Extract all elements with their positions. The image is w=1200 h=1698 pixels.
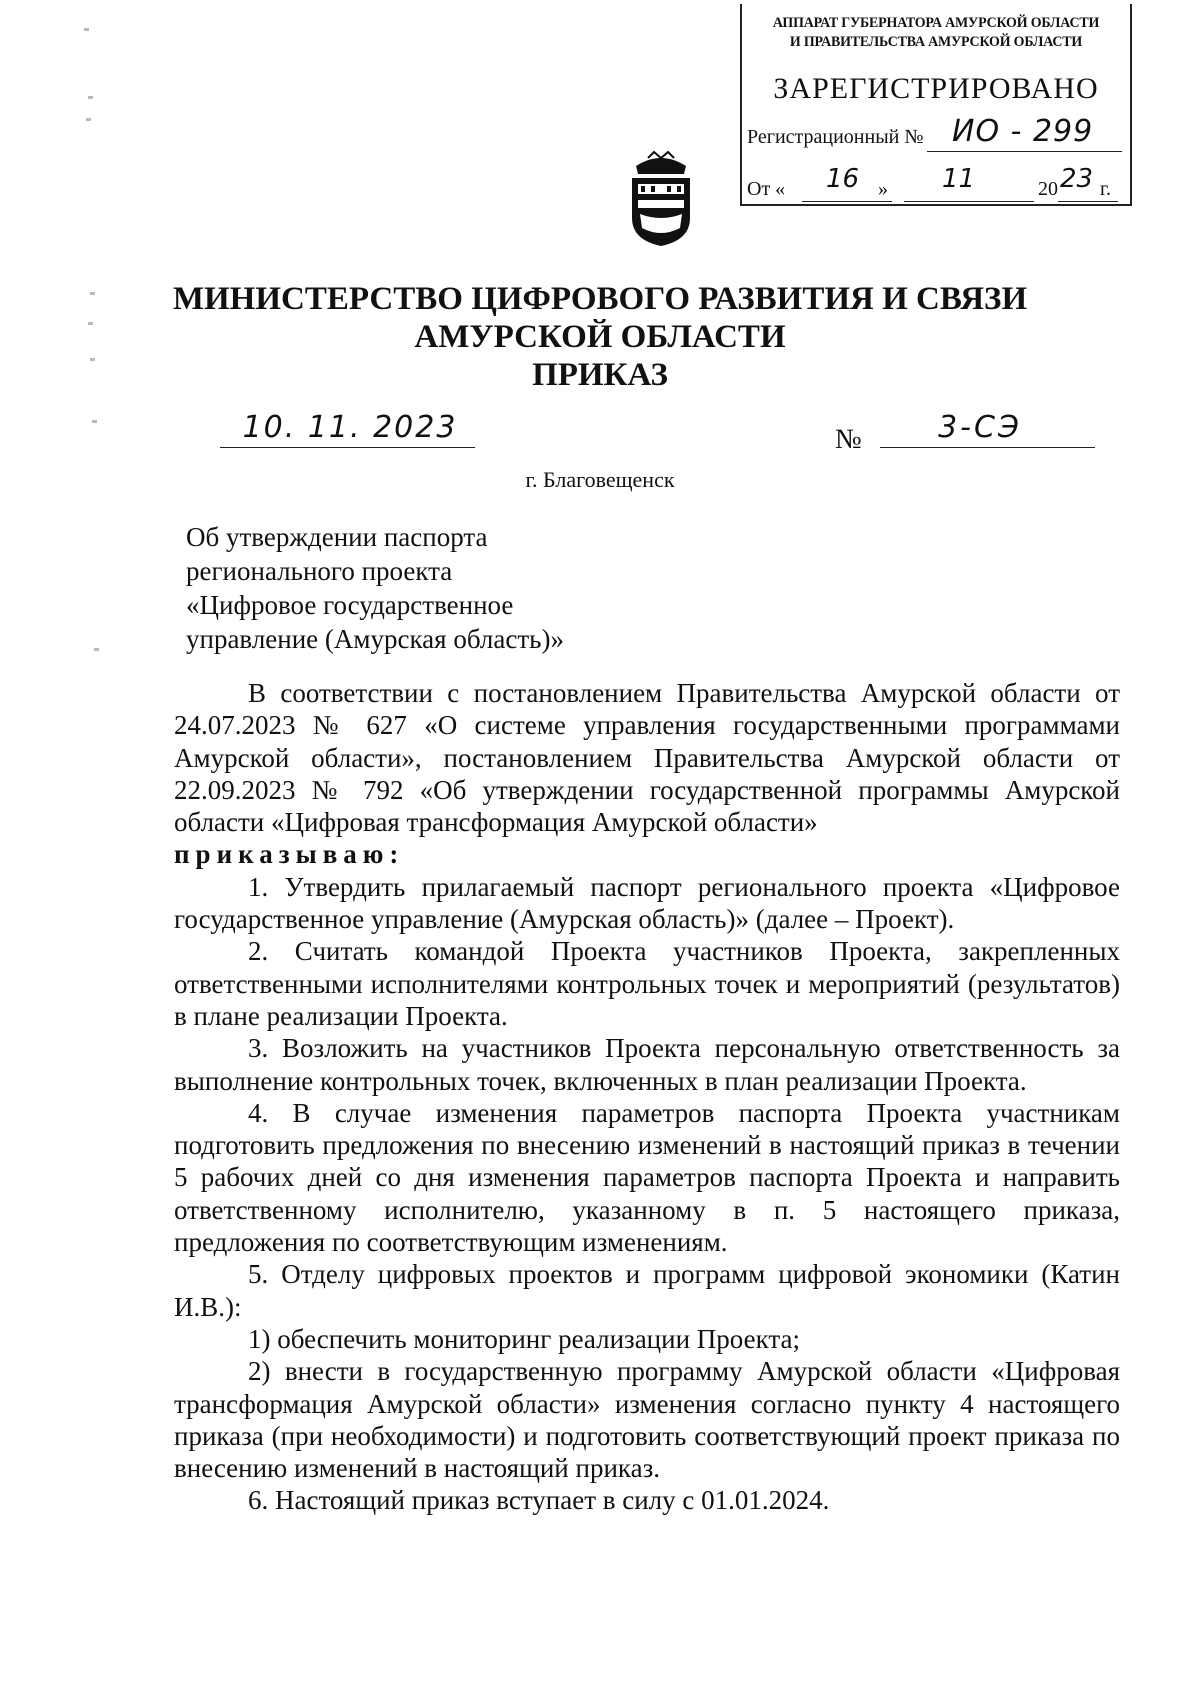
order-number-sign: №	[835, 424, 862, 455]
stamp-day-underline	[802, 201, 892, 202]
stamp-date-prefix: От «	[747, 178, 786, 200]
stamp-year-prefix: 20	[1038, 178, 1058, 200]
registration-stamp	[740, 4, 1132, 206]
order-date: 10. 11. 2023	[242, 410, 458, 445]
stamp-title: ЗАРЕГИСТРИРОВАНО	[773, 72, 1099, 105]
item-6: 6. Настоящий приказ вступает в силу с 01.01.2024.	[248, 1485, 830, 1516]
stamp-quote-close: »	[878, 178, 888, 200]
order-body	[174, 677, 1120, 1517]
item-1: 1. Утвердить прилагаемый паспорт регионального проекта «Цифровое государственное управление (Амурская область)» (далее – Проект).	[174, 871, 1120, 935]
item-5-sub-1: 1) обеспечить мониторинг реализации Проекта;	[248, 1323, 800, 1354]
stamp-year-suffix: 23	[1060, 164, 1094, 194]
order-date-underline	[220, 447, 475, 448]
subject-line: «Цифровое государственное	[186, 590, 514, 620]
subject-line: регионального проекта	[186, 556, 453, 586]
order-subject	[186, 520, 706, 656]
stamp-month: 11	[942, 164, 976, 194]
ministry-name-line2: АМУРСКОЙ ОБЛАСТИ	[414, 319, 786, 355]
decree-word: приказываю:	[174, 839, 405, 870]
scan-speck	[88, 96, 93, 99]
city: г. Благовещенск	[525, 467, 675, 492]
stamp-year-unit: г.	[1100, 178, 1111, 200]
preamble-paragraph: В соответствии с постановлением Правительства Амурской области от 24.07.2023 № 627 «О системе управления государственными программами Амурской области», постановлением Правительства Амурской области от 22.09.2023 № 792 «Об утверждении государственной программы Амурской области «Цифровая трансформация Амурской области»	[174, 678, 1120, 838]
item-3: 3. Возложить на участников Проекта персональную ответственность за выполнение контрольных точек, включенных в план реализации Проекта.	[174, 1033, 1120, 1096]
coat-of-arms-icon	[626, 148, 696, 248]
item-2: 2. Считать командой Проекта участников Проекта, закрепленных ответственными исполнителями контрольных точек и мероприятий (результатов) в плане реализации Проекта.	[174, 936, 1120, 1031]
item-4: 4. В случае изменения параметров паспорта Проекта участникам подготовить предложения по внесению изменений в настоящий приказ в течении 5 рабочих дней со дня изменения параметров паспорта Проекта и направить ответственному исполнителю, указанному в п. 5 настоящего приказа, предложения по соответствующим изменениям.	[174, 1097, 1120, 1258]
stamp-reg-label: Регистрационный №	[747, 126, 924, 148]
ministry-name-line1: МИНИСТЕРСТВО ЦИФРОВОГО РАЗВИТИЯ И СВЯЗИ	[172, 281, 1028, 317]
scan-speck	[94, 648, 99, 651]
stamp-day: 16	[826, 164, 860, 194]
stamp-month-underline	[904, 201, 1034, 202]
scan-speck	[86, 118, 91, 121]
stamp-organization	[756, 14, 1117, 52]
order-number-underline	[880, 447, 1095, 448]
stamp-org-line1: АППАРАТ ГУБЕРНАТОРА АМУРСКОЙ ОБЛАСТИ	[772, 15, 1100, 31]
scan-speck	[84, 28, 89, 31]
stamp-org-line2: И ПРАВИТЕЛЬСТВА АМУРСКОЙ ОБЛАСТИ	[789, 34, 1083, 50]
subject-line: управление (Амурская область)»	[186, 624, 564, 654]
stamp-year-underline	[1058, 201, 1118, 202]
order-number: 3-СЭ	[938, 410, 1022, 445]
subject-line: Об утверждении паспорта	[186, 522, 488, 552]
scan-speck	[92, 420, 97, 423]
stamp-reg-number: ИО - 299	[952, 114, 1094, 149]
stamp-reg-underline	[927, 151, 1122, 152]
item-5-sub-2: 2) внести в государственную программу Амурской области «Цифровая трансформация Амурской области» изменения согласно пункту 4 настоящего приказа (при необходимости) и подготовить соответствующий проект приказа по внесению изменений в настоящий приказ.	[174, 1356, 1120, 1484]
item-5: 5. Отделу цифровых проектов и программ цифровой экономики (Катин И.В.):	[174, 1259, 1120, 1322]
document-type: ПРИКАЗ	[532, 357, 668, 393]
